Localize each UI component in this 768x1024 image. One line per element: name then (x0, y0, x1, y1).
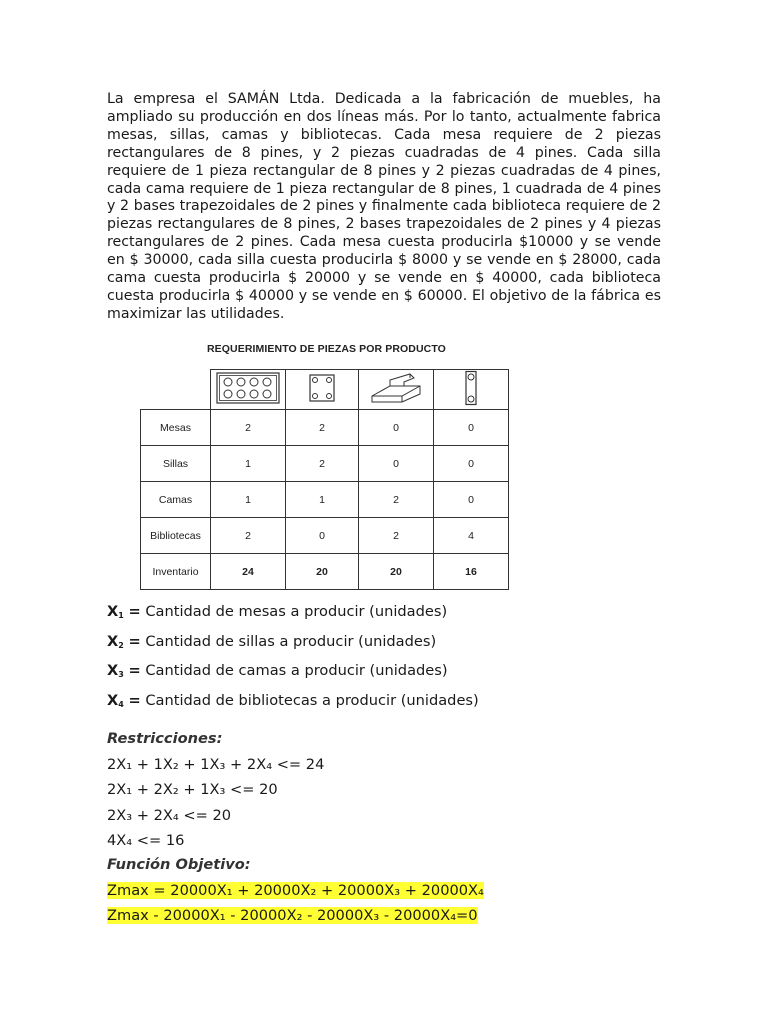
table-cell: 24 (211, 554, 286, 590)
restriction-line: 4X₄ <= 16 (107, 832, 185, 850)
variable-line: $X_4$ = Cantidad de bibliotecas a producir (unidades) (107, 691, 479, 709)
table-row (141, 446, 509, 482)
rectangular-8-pin-piece-icon (211, 370, 286, 410)
row-label: Mesas (141, 410, 211, 446)
requirements-table (140, 369, 509, 590)
table-cell: 16 (434, 554, 509, 590)
variable-line: $X_2$ = Cantidad de sillas a producir (unidades) (107, 632, 437, 650)
row-label: Bibliotecas (141, 518, 211, 554)
objective-line: Zmax - 20000X₁ - 20000X₂ - 20000X₃ - 20000X₄=0 (107, 907, 478, 925)
table-corner-cell (141, 370, 211, 410)
variable-line: $X_3$ = Cantidad de camas a producir (unidades) (107, 662, 448, 680)
table-cell: 2 (359, 518, 434, 554)
table-cell: 4 (434, 518, 509, 554)
table-cell: 2 (286, 410, 359, 446)
row-label: Sillas (141, 446, 211, 482)
table-cell: 0 (434, 410, 509, 446)
table-cell: 2 (359, 482, 434, 518)
table-cell: 2 (211, 518, 286, 554)
table-row (141, 482, 509, 518)
table-cell: 0 (434, 446, 509, 482)
variable-definitions (107, 599, 479, 717)
objective-line: Zmax = 20000X₁ + 20000X₂ + 20000X₃ + 20000X₄ (107, 881, 484, 899)
rectangular-2-pin-piece-icon (434, 370, 509, 410)
problem-statement: La empresa el SAMÁN Ltda. Dedicada a la fabricación de muebles, ha ampliado su producción en dos líneas más. Por lo tanto, actualmente fabrica mesas, sillas, camas y bibliotecas. Cada mesa requiere de 2 piezas rectangulares de 8 pines, y 2 piezas cuadradas de 4 pines. Cada silla requiere de 1 pieza rectangular de 8 pines y 2 piezas cuadradas de 4 pines, cada cama requiere de 1 pieza rectangular de 8 pines, 1 cuadrada de 4 pines y 2 bases trapezoidales de 2 pines y finalmente cada biblioteca requiere de 2 piezas rectangulares de 8 pines, 2 bases trapezoidales de 2 pines y 4 piezas rectangulares de 2 pines. Cada mesa cuesta producirla $10000 y se vende en $ 30000, cada silla cuesta producirla $ 8000 y se vende en $ 28000, cada cama cuesta producirla $ 20000 y se vende en $ 40000, cada biblioteca cuesta producirla $ 40000 y se vende en $ 60000. El objetivo de la fábrica es maximizar las utilidades. (107, 91, 661, 322)
row-label: Camas (141, 482, 211, 518)
square-4-pin-piece-icon (286, 370, 359, 410)
restriction-line: 2X₁ + 2X₂ + 1X₃ <= 20 (107, 781, 278, 799)
table-cell: 1 (211, 446, 286, 482)
table-row (141, 518, 509, 554)
inventory-row (141, 554, 509, 590)
table-title: REQUERIMIENTO DE PIEZAS POR PRODUCTO (207, 343, 446, 355)
table-row (141, 410, 509, 446)
table-cell: 20 (359, 554, 434, 590)
table-cell: 2 (211, 410, 286, 446)
trapezoidal-2-pin-base-icon (359, 370, 434, 410)
table-cell: 0 (286, 518, 359, 554)
table-cell: 2 (286, 446, 359, 482)
table-cell: 20 (286, 554, 359, 590)
table-cell: 1 (211, 482, 286, 518)
restriction-line: 2X₃ + 2X₄ <= 20 (107, 806, 232, 824)
table-cell: 0 (434, 482, 509, 518)
table-cell: 0 (359, 446, 434, 482)
variable-line: $X_1$ = Cantidad de mesas a producir (unidades) (107, 603, 448, 620)
objective-section (107, 852, 484, 929)
table-cell: 1 (286, 482, 359, 518)
restrictions-heading: Restricciones: (107, 730, 223, 747)
objective-heading: Función Objetivo: (107, 856, 251, 873)
table-header-row (141, 370, 509, 410)
restriction-line: 2X₁ + 1X₂ + 1X₃ + 2X₄ <= 24 (107, 755, 325, 773)
table-cell: 0 (359, 410, 434, 446)
row-label: Inventario (141, 554, 211, 590)
restrictions-section (107, 726, 324, 854)
